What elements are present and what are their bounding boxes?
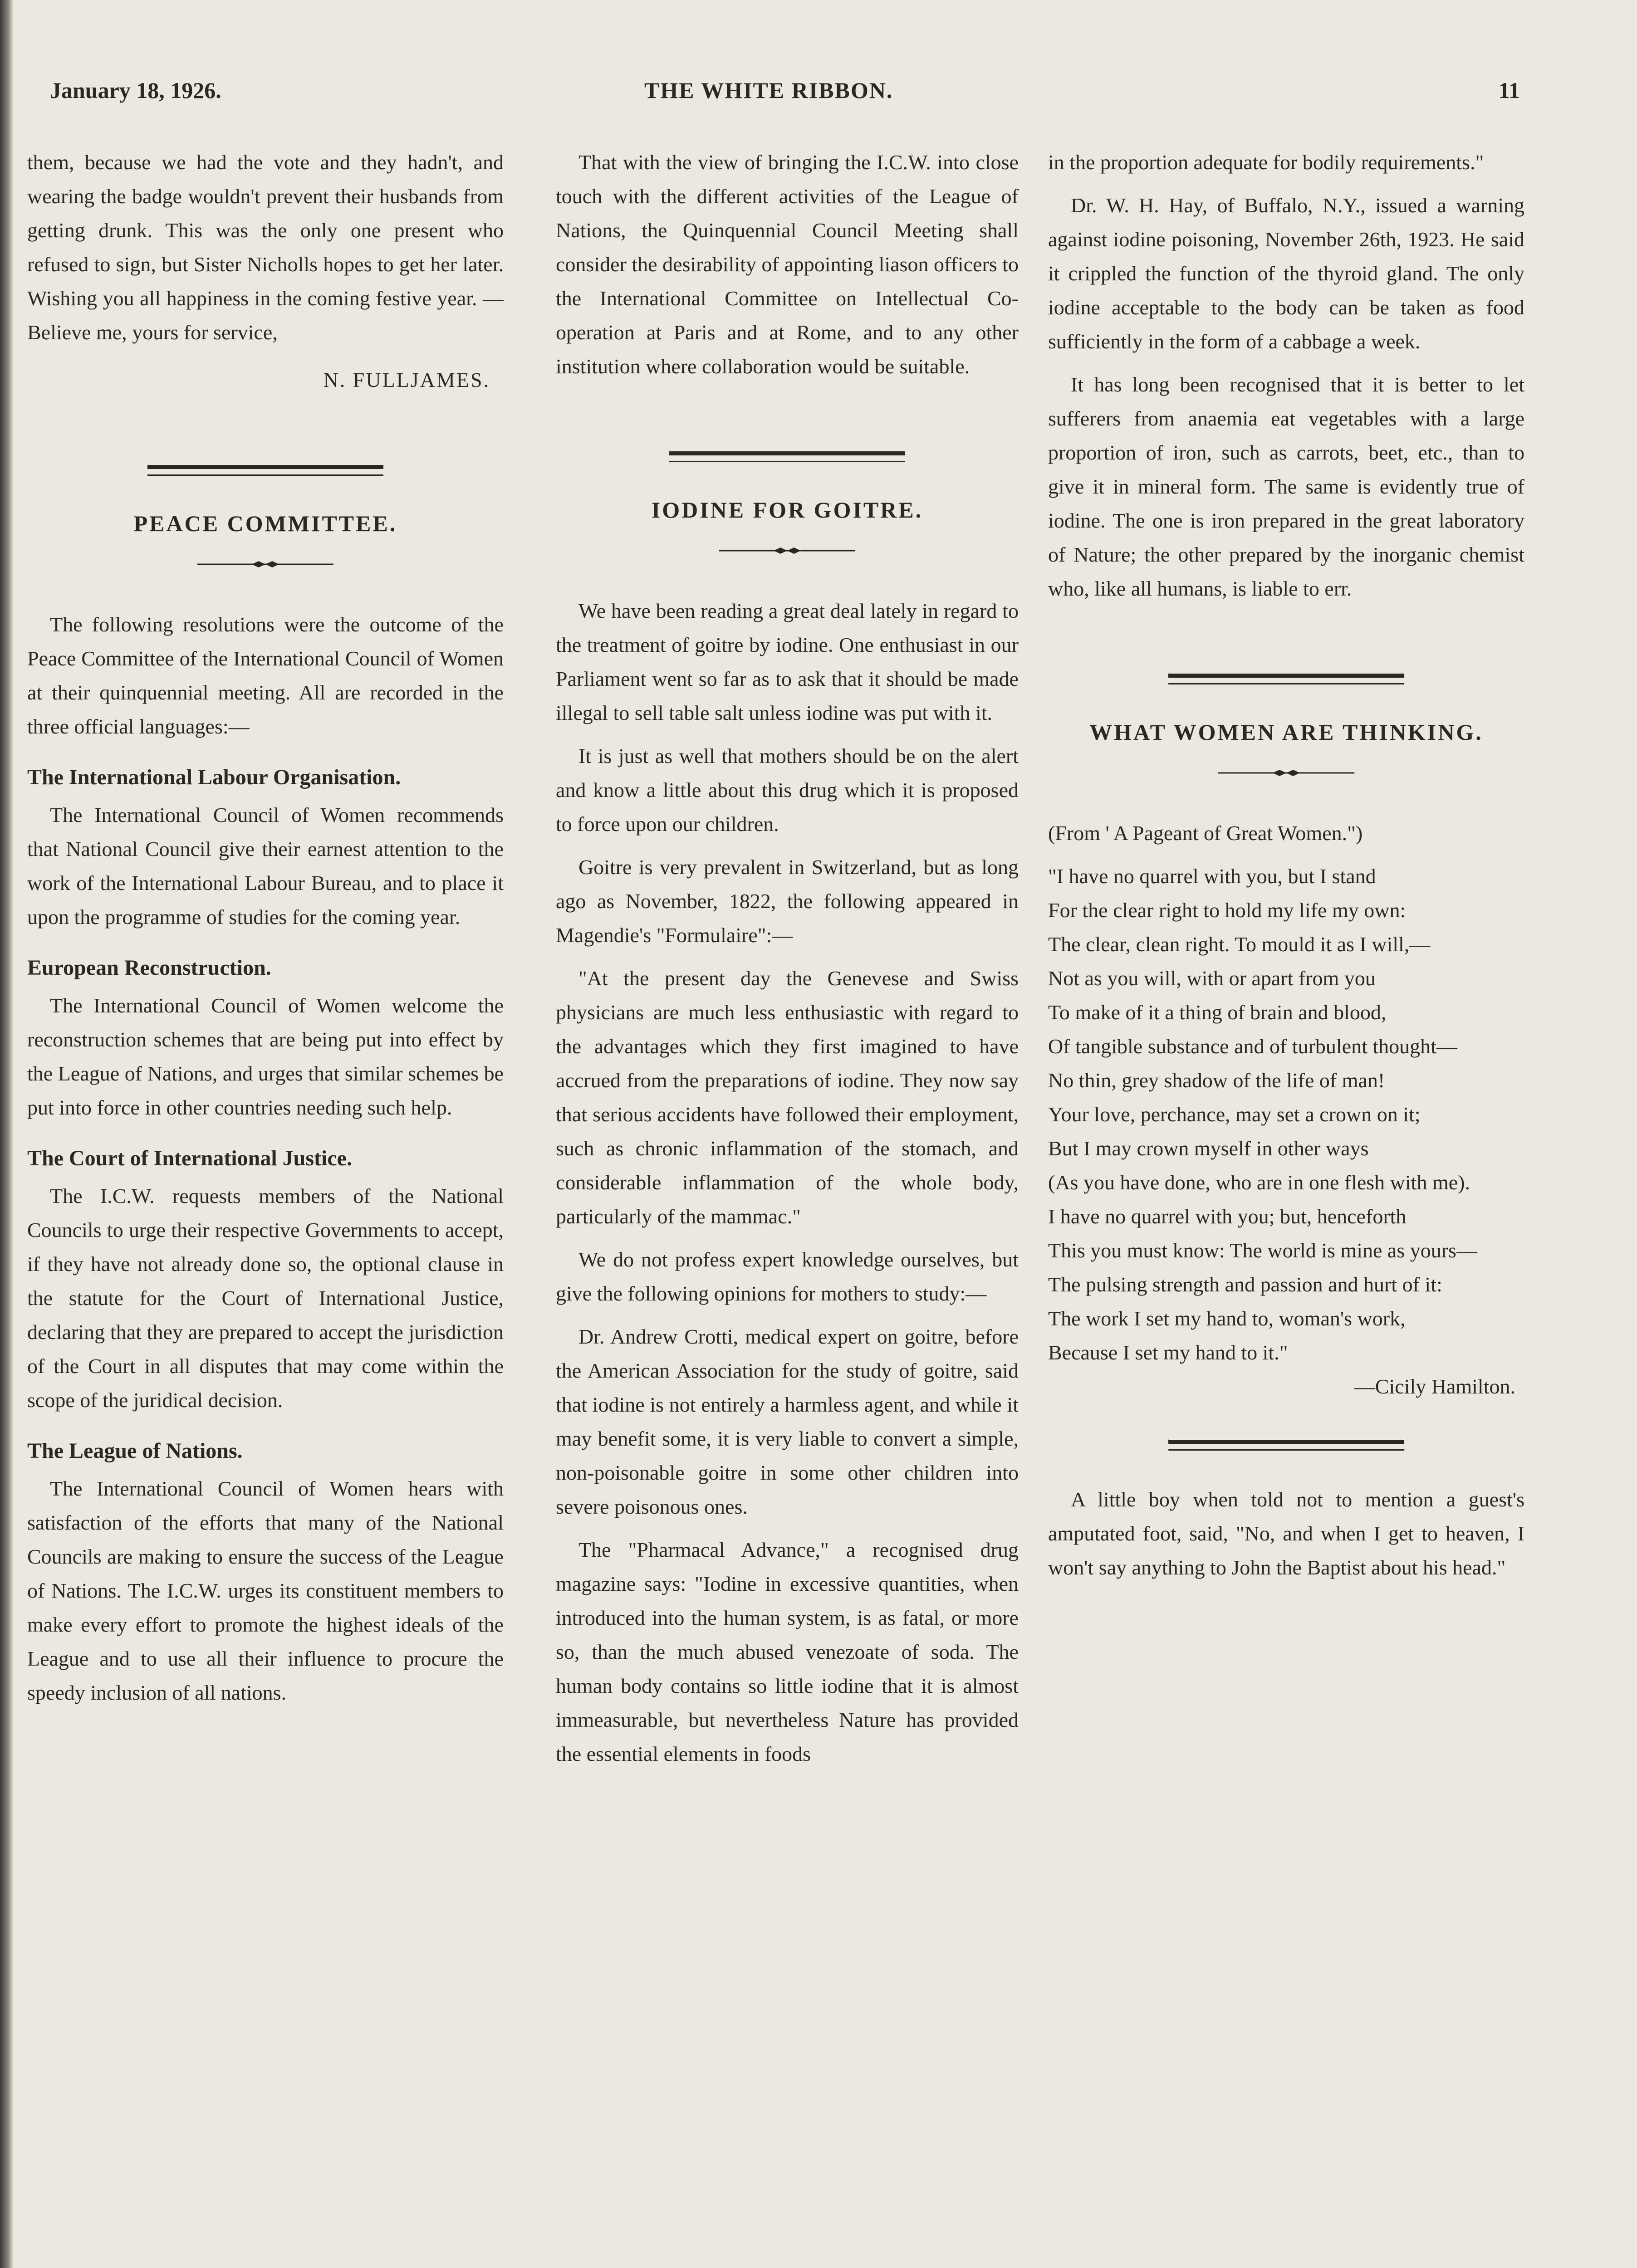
section-divider bbox=[1048, 674, 1524, 684]
section-divider bbox=[27, 465, 504, 476]
poem-source: (From ' A Pageant of Great Women.") bbox=[1048, 821, 1363, 845]
letter-ending: them, because we had the vote and they hadn't, and wearing the badge wouldn't prevent their husbands from getting drunk. This was the only one present who refused to sign, but Sister Nicholls hopes to get her later. Wishing you all happiness in the coming festive year. —Believe me, yours for service, bbox=[27, 151, 504, 344]
poem-line: This you must know: The world is mine as yours— bbox=[1048, 1239, 1477, 1262]
poem-line: "I have no quarrel with you, but I stand bbox=[1048, 865, 1376, 888]
ornament-divider bbox=[27, 557, 504, 571]
poem bbox=[1048, 859, 1524, 1369]
section-body-court: The I.C.W. requests members of the National Councils to urge their respective Governments to accept, if they have not already done so, the optional clause in the statute for the Court of International Justice, declaring that they are prepared to accept the jurisdiction of the Court in all disputes that may come within the scope of the juridical decision. bbox=[27, 1184, 504, 1412]
column-1 bbox=[27, 145, 504, 1719]
journal-title: THE WHITE RIBBON. bbox=[644, 78, 893, 103]
poem-attribution: —Cicily Hamilton. bbox=[1354, 1375, 1515, 1398]
iodine-paragraph: Dr. Andrew Crotti, medical expert on goitre, before the American Association for the study of goitre, said that iodine is not entirely a harmless agent, and while it may benefit some, it is very liable to convert a simple, non-poisonable goitre in some other children into severe poisonous ones. bbox=[556, 1325, 1019, 1518]
section-heading-court: The Court of International Justice. bbox=[27, 1146, 352, 1170]
iodine-paragraph: The "Pharmacal Advance," a recognised drug magazine says: "Iodine in excessive quantities, when introduced into the human system, is as fatal, or more so, than the much abused venezoate of soda. The human body contains so little iodine that it is almost immeasurable, but nevertheless Nature has provided the essential elements in foods bbox=[556, 1538, 1019, 1765]
section-heading-ilo: The International Labour Organisation. bbox=[27, 765, 401, 789]
section-heading-league: The League of Nations. bbox=[27, 1439, 243, 1463]
poem-line: For the clear right to hold my life my own: bbox=[1048, 899, 1406, 922]
poem-line: The clear, clean right. To mould it as I will,— bbox=[1048, 933, 1431, 956]
iodine-paragraph: Dr. W. H. Hay, of Buffalo, N.Y., issued a warning against iodine poisoning, November 26th, 1923. He said it crippled the function of the thyroid gland. The only iodine acceptable to the body can be taken as food sufficiently in the form of a cabbage a week. bbox=[1048, 194, 1524, 353]
poem-line: But I may crown myself in other ways bbox=[1048, 1137, 1369, 1160]
peace-committee-title: PEACE COMMITTEE. bbox=[133, 511, 397, 536]
section-divider bbox=[556, 451, 1019, 462]
poem-line: The work I set my hand to, woman's work, bbox=[1048, 1307, 1406, 1330]
poem-line: Not as you will, with or apart from you bbox=[1048, 967, 1376, 990]
ornament-divider bbox=[556, 544, 1019, 557]
iodine-paragraph: "At the present day the Genevese and Swiss physicians are much less enthusiastic with regard to the advantages which they first imagined to have accrued from the preparations of iodine. They now say that serious accidents have followed their employment, such as chronic inflammation of the stomach, and considerable inflammation of the whole body, particularly of the mammac." bbox=[556, 967, 1019, 1228]
iodine-paragraph: We have been reading a great deal lately in regard to the treatment of goitre by iodine. One enthusiast in our Parliament went so far as to ask that it should be made illegal to sell table salt unless iodine was put with it. bbox=[556, 599, 1019, 724]
letter-signature: N. FULLJAMES. bbox=[323, 368, 490, 391]
page-binding-shadow bbox=[0, 0, 14, 2268]
section-body-european-reconstruction: The International Council of Women welcome the reconstruction schemes that are being put into effect by the League of Nations, and urges that similar schemes be put into force in other countries needing such help. bbox=[27, 994, 504, 1119]
iodine-continuation: in the proportion adequate for bodily requirements." bbox=[1048, 151, 1484, 174]
running-header bbox=[50, 77, 1520, 118]
peace-committee-intro: The following resolutions were the outcome of the Peace Committee of the International Council of Women at their quinquennial meeting. All are recorded in the three official languages:— bbox=[27, 613, 504, 738]
section-body-ilo: The International Council of Women recommends that National Council give their earnest attention to the work of the International Labour Bureau, and to place it upon the programme of studies for the coming year. bbox=[27, 803, 504, 929]
women-thinking-title: WHAT WOMEN ARE THINKING. bbox=[1089, 719, 1483, 745]
poem-line: Because I set my hand to it." bbox=[1048, 1341, 1288, 1364]
peace-continuation: That with the view of bringing the I.C.W. into close touch with the different activities of the League of Nations, the Quinquennial Council Meeting shall consider the desirability of appointing liason officers to the International Committee on Intellectual Co-operation at Paris and at Rome, and to any other institution where collaboration would be suitable. bbox=[556, 151, 1019, 378]
iodine-paragraph: Goitre is very prevalent in Switzerland, but as long ago as November, 1822, the following appeared in Magendie's "Formulaire":— bbox=[556, 855, 1019, 947]
iodine-paragraph: It has long been recognised that it is better to let sufferers from anaemia eat vegetables with a large proportion of iron, such as carrots, beet, etc., than to give it in mineral form. The same is evidently true of iodine. The one is iron prepared in the great laboratory of Nature; the other prepared by the inorganic chemist who, like all humans, is liable to err. bbox=[1048, 373, 1524, 600]
iodine-paragraph: We do not profess expert knowledge ourselves, but give the following opinions for mothers to study:— bbox=[556, 1248, 1019, 1305]
issue-date: January 18, 1926. bbox=[50, 78, 221, 103]
poem-line: To make of it a thing of brain and blood, bbox=[1048, 1001, 1387, 1024]
poem-line: (As you have done, who are in one flesh with me). bbox=[1048, 1171, 1470, 1194]
column-2 bbox=[556, 145, 1019, 1780]
poem-line: The pulsing strength and passion and hurt of it: bbox=[1048, 1273, 1442, 1296]
poem-line: Your love, perchance, may set a crown on it; bbox=[1048, 1103, 1421, 1126]
section-divider bbox=[1048, 1440, 1524, 1451]
section-heading-european-reconstruction: European Reconstruction. bbox=[27, 956, 271, 980]
poem-line: No thin, grey shadow of the life of man! bbox=[1048, 1069, 1385, 1092]
anecdote: A little boy when told not to mention a guest's amputated foot, said, "No, and when I get to heaven, I won't say anything to John the Baptist about his head." bbox=[1048, 1488, 1524, 1579]
page-number: 11 bbox=[1498, 78, 1520, 103]
column-3 bbox=[1048, 145, 1524, 1593]
iodine-paragraph: It is just as well that mothers should be on the alert and know a little about this drug which it is proposed to force upon our children. bbox=[556, 744, 1019, 836]
poem-line: Of tangible substance and of turbulent thought— bbox=[1048, 1035, 1457, 1058]
ornament-divider bbox=[1048, 766, 1524, 780]
section-body-league: The International Council of Women hears with satisfaction of the efforts that many of the National Councils are making to ensure the success of the League of Nations. The I.C.W. urges its constituent members to make every effort to promote the highest ideals of the League and to use all their influence to procure the speedy inclusion of all nations. bbox=[27, 1477, 504, 1704]
iodine-title: IODINE FOR GOITRE. bbox=[651, 497, 923, 523]
poem-line: I have no quarrel with you; but, henceforth bbox=[1048, 1205, 1407, 1228]
